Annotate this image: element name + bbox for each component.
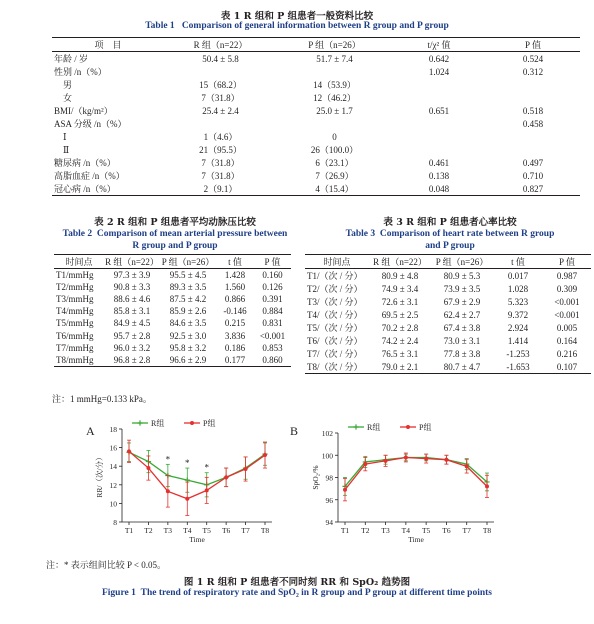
data-point-p	[363, 462, 367, 466]
table-cell	[277, 117, 392, 130]
table-cell: 89.3 ± 3.5	[169, 282, 207, 293]
data-point-p	[384, 459, 388, 463]
table3-header-cell: R 组（n=22）	[373, 257, 427, 267]
table-row	[54, 269, 291, 282]
table-cell: T6/（次 / 分）	[307, 336, 363, 346]
table-cell: Ⅱ	[54, 145, 70, 155]
x-tick-label: T3	[163, 526, 173, 535]
legend-marker	[406, 425, 410, 429]
table-cell: 冠心病 /n（%）	[54, 184, 116, 194]
table-cell: 0.177	[224, 354, 246, 365]
table-cell	[164, 65, 277, 78]
table-cell	[486, 130, 580, 143]
y-tick-label: 18	[109, 425, 117, 434]
panel-letter: B	[290, 424, 299, 438]
table-cell: 12（46.2）	[313, 93, 356, 103]
table-cell: T8/（次 / 分）	[307, 362, 363, 372]
table-cell: T5/mmHg	[56, 318, 94, 329]
table-row	[52, 52, 580, 66]
table-cell	[392, 91, 486, 104]
table-cell: 0.461	[428, 157, 450, 168]
table-cell: T2/mmHg	[56, 282, 94, 293]
table3-label: Table 3	[345, 229, 376, 239]
table-cell: 76.5 ± 3.1	[381, 348, 419, 359]
table-cell: T4/（次 / 分）	[307, 310, 363, 320]
table3-header-cell: 时间点	[323, 257, 351, 267]
table2-header-cell: t 值	[228, 257, 242, 267]
table-cell: 0.107	[556, 361, 578, 372]
data-point-p	[224, 475, 228, 479]
data-point-p	[146, 466, 150, 470]
x-tick-label: T1	[340, 526, 350, 535]
table-row	[305, 308, 591, 321]
table-cell: 1.024	[428, 66, 450, 77]
table-cell: 21（95.5）	[199, 145, 242, 155]
table1-caption-cn: 表 1 R 组和 P 组患者一般资料比较	[220, 11, 374, 22]
table-row	[54, 293, 291, 305]
table-row	[52, 91, 580, 104]
table-row	[52, 65, 580, 78]
table-cell: 92.5 ± 3.0	[169, 330, 207, 341]
table-cell	[486, 78, 580, 91]
table-cell: 5.323	[507, 296, 529, 307]
table-cell: <0.001	[554, 296, 580, 307]
table-cell: T7/mmHg	[56, 342, 94, 353]
table-cell: 3.836	[224, 330, 246, 341]
table-cell: 0.215	[224, 318, 246, 329]
data-point-p	[485, 484, 489, 488]
y-tick-label: 96	[325, 495, 333, 505]
table-cell: 95.8 ± 3.2	[169, 342, 207, 353]
table-cell: 73.0 ± 3.1	[443, 335, 481, 346]
table3-caption-cn: 表 3 R 组和 P 组患者心率比较	[383, 217, 517, 228]
table-cell: 2.924	[507, 322, 529, 333]
table1	[52, 37, 580, 196]
table-cell: T4/mmHg	[56, 306, 94, 317]
table-cell: 4（15.4）	[315, 184, 354, 194]
table-cell: 87.5 ± 4.2	[169, 294, 207, 305]
table-cell: T3/（次 / 分）	[307, 297, 363, 307]
table-row	[52, 104, 580, 117]
data-point-p	[127, 449, 131, 453]
table-row	[305, 334, 591, 347]
table-cell	[392, 143, 486, 156]
x-tick-label: T6	[442, 526, 451, 535]
table-row	[305, 347, 591, 360]
y-axis-label: SpO₂/%	[311, 465, 320, 490]
table-cell: 25.4 ± 2.4	[202, 105, 239, 116]
table-cell: 67.9 ± 2.9	[443, 296, 481, 307]
table-cell: T3/mmHg	[56, 294, 94, 305]
figure1-label: Figure 1	[101, 588, 136, 598]
table-cell: 性别 /n（%）	[54, 67, 107, 77]
x-tick-label: T5	[421, 526, 431, 535]
table-cell: 0.518	[522, 105, 544, 116]
table-cell: 80.9 ± 5.3	[443, 270, 481, 281]
table-cell: 0	[332, 131, 337, 142]
table-cell: 男	[54, 80, 73, 90]
y-tick-label: 10	[109, 499, 117, 509]
table-row	[305, 269, 591, 283]
table-cell: 7（26.9）	[315, 171, 354, 181]
table-cell: 85.8 ± 3.1	[113, 306, 151, 317]
table-cell: Ⅰ	[54, 132, 67, 142]
table-cell: 0.524	[522, 53, 544, 64]
table-cell: -1.253	[506, 348, 530, 359]
table-note: 注：1 mmHg=0.133 kPa。	[52, 394, 152, 404]
table-cell: 26（100.0）	[310, 145, 359, 155]
table-cell: T2/（次 / 分）	[307, 284, 363, 294]
y-tick-label: 98	[325, 473, 333, 483]
data-point-p	[424, 457, 428, 461]
significance-star: *	[165, 454, 171, 465]
table-cell: 84.9 ± 4.5	[113, 318, 151, 329]
table-cell: -0.146	[223, 306, 247, 317]
table-cell: 79.0 ± 2.1	[381, 361, 419, 372]
data-point-p	[185, 497, 189, 501]
significance-star: *	[204, 462, 209, 473]
table1-header-row	[52, 38, 580, 52]
table-cell: <0.001	[554, 309, 580, 320]
table-cell: 73.9 ± 3.5	[443, 283, 481, 294]
table-cell	[277, 65, 392, 78]
table1-header-cell: R 组（n=22）	[193, 40, 248, 50]
table3-caption-en	[305, 228, 594, 252]
x-tick-label: T4	[401, 526, 411, 535]
table-cell: 1.428	[224, 270, 246, 281]
data-point-p	[343, 488, 347, 492]
data-point-p	[263, 453, 267, 457]
table1-caption-en	[0, 21, 594, 31]
table-row	[305, 321, 591, 334]
table-cell: 1.560	[224, 282, 246, 293]
table-cell: T1/mmHg	[56, 270, 94, 281]
legend-label: R组	[367, 423, 381, 432]
table-cell: 0.860	[262, 354, 283, 365]
figure1-caption-en	[0, 588, 594, 598]
table-cell: -1.653	[506, 361, 530, 372]
table-cell: 69.5 ± 2.5	[381, 309, 419, 320]
table-cell: 96.6 ± 2.9	[169, 354, 207, 365]
table1-header-cell: P 组（n=26）	[308, 40, 361, 50]
x-tick-label: T5	[202, 526, 211, 535]
table-cell: 0.126	[262, 282, 283, 293]
table1-label: Table 1	[145, 21, 175, 31]
table-cell: 糖尿病 /n（%）	[54, 158, 116, 168]
table-cell: 0.160	[262, 270, 283, 281]
table2	[54, 254, 291, 367]
table-cell: 7（31.8）	[201, 158, 240, 168]
table1-header-cell: P 值	[525, 40, 541, 50]
panel-letter: A	[86, 424, 95, 438]
table2-header-row	[54, 255, 291, 269]
table-cell: 0.138	[428, 170, 450, 181]
table-cell: 6（23.1）	[315, 158, 354, 168]
table-row	[305, 282, 591, 295]
table-cell: 0.831	[262, 318, 283, 329]
figure1-caption-cn: 图 1 R 组和 P 组患者不同时刻 RR 和 SpO₂ 趋势图	[183, 577, 411, 588]
table-cell: T7/（次 / 分）	[307, 349, 363, 359]
legend-label: P组	[203, 419, 216, 428]
table1-header-cell: t/χ² 值	[427, 40, 451, 50]
table-cell	[164, 117, 277, 130]
table-row	[54, 329, 291, 341]
table-row	[54, 317, 291, 329]
table-cell: 62.4 ± 2.7	[443, 309, 481, 320]
table-cell: 96.8 ± 2.8	[113, 354, 151, 365]
x-tick-label: T3	[381, 526, 390, 535]
table-row	[52, 117, 580, 130]
table-row	[54, 281, 291, 293]
figure1-caption-en-text: The trend of respiratory rate and SpO₂ in R group and P group at different time points	[140, 588, 492, 598]
x-tick-label: T1	[124, 526, 134, 535]
data-point-p	[465, 464, 469, 468]
table-cell	[392, 78, 486, 91]
table-cell: 0.309	[556, 283, 578, 294]
y-axis-label: RR/（次/分）	[95, 453, 104, 498]
table-cell: 0.005	[556, 322, 578, 333]
table2-header-cell: R 组（n=22）	[105, 257, 159, 267]
table-row	[54, 342, 291, 354]
table-cell: 15（68.2）	[199, 80, 242, 90]
table-cell: 67.4 ± 3.8	[443, 322, 481, 333]
data-point-p	[205, 488, 209, 492]
table3-header-cell: P 组（n=26）	[435, 257, 489, 267]
y-tick-label: 94	[325, 518, 333, 527]
table-cell: 0.186	[224, 342, 246, 353]
y-tick-label: 102	[321, 429, 333, 438]
x-tick-label: T8	[482, 526, 492, 535]
table3-caption-en-line2: and P group	[425, 241, 475, 251]
table1-header-cell: 项 目	[94, 40, 122, 50]
table-cell: <0.001	[259, 330, 286, 341]
table-cell: 74.9 ± 3.4	[381, 283, 419, 294]
table1-caption-en-text: Comparison of general information between R group and P group	[181, 21, 449, 31]
table-cell: 女	[54, 93, 73, 103]
y-tick-label: 8	[113, 518, 117, 527]
data-point-p	[444, 458, 448, 462]
table-cell: 0.312	[522, 66, 544, 77]
table-row	[52, 130, 580, 143]
table-cell: 1.028	[507, 283, 529, 294]
x-tick-label: T7	[241, 526, 250, 535]
table-cell: 0.651	[428, 105, 450, 116]
table-cell: 95.5 ± 4.5	[169, 270, 207, 281]
x-tick-label: T8	[260, 526, 270, 535]
table-row	[52, 182, 580, 196]
x-axis-label: Time	[408, 535, 424, 544]
table-row	[54, 305, 291, 317]
table-row	[305, 295, 591, 308]
table-cell: 0.642	[428, 53, 450, 64]
table-cell: 90.8 ± 3.3	[113, 282, 151, 293]
table-cell: 51.7 ± 7.4	[316, 53, 353, 64]
table-cell: 0.458	[522, 118, 544, 129]
table-cell: T5/（次 / 分）	[307, 323, 363, 333]
x-tick-label: T7	[462, 526, 471, 535]
table-cell: 25.0 ± 1.7	[316, 105, 353, 116]
table2-label: Table 2	[62, 229, 93, 239]
table2-header-cell: P 值	[264, 257, 281, 267]
x-tick-label: T4	[183, 526, 192, 535]
table-cell: 96.0 ± 3.2	[113, 342, 151, 353]
table-cell: T6/mmHg	[56, 330, 94, 341]
table-cell: 2（9.1）	[203, 184, 238, 194]
table-cell: 0.827	[522, 183, 544, 194]
table-cell: 97.3 ± 3.9	[113, 270, 151, 281]
table2-caption-en-line1: Comparison of mean arterial pressure between	[96, 229, 288, 239]
table-cell: 0.017	[507, 270, 529, 281]
table2-caption-en-line2: R group and P group	[132, 241, 218, 251]
x-tick-label: T2	[144, 526, 153, 535]
table-cell: 0.987	[556, 270, 578, 281]
table-cell	[392, 130, 486, 143]
table-row	[52, 143, 580, 156]
legend-marker	[353, 424, 358, 429]
table3-header-cell: t 值	[511, 257, 525, 267]
y-tick-label: 16	[109, 443, 117, 453]
table-cell: T1/（次 / 分）	[307, 271, 363, 281]
table2-caption-cn: 表 2 R 组和 P 组患者平均动脉压比较	[94, 217, 256, 228]
table-row	[305, 360, 591, 374]
data-point-p	[244, 467, 248, 471]
table-cell: 84.6 ± 3.5	[169, 318, 207, 329]
table-row	[54, 354, 291, 367]
table3	[305, 254, 591, 374]
table3-header-row	[305, 255, 591, 269]
table-cell: 7（31.8）	[201, 171, 240, 181]
legend-marker	[190, 421, 194, 425]
x-tick-label: T6	[221, 526, 231, 535]
table3-header-cell: P 值	[559, 257, 575, 267]
legend-label: R组	[151, 419, 165, 428]
table-cell: 0.497	[522, 157, 544, 168]
table-cell: 0.391	[262, 294, 283, 305]
table-cell	[486, 91, 580, 104]
legend-label: P组	[419, 423, 432, 432]
table-cell: 7（31.8）	[201, 93, 240, 103]
table-cell: 14（53.9）	[313, 80, 356, 90]
x-axis-label: Time	[189, 535, 205, 544]
table-cell: ASA 分级 /n（%）	[54, 119, 127, 129]
table-row	[52, 78, 580, 91]
table-cell: 88.6 ± 4.6	[113, 294, 151, 305]
table-cell: 77.8 ± 3.8	[443, 348, 481, 359]
table-cell: 74.2 ± 2.4	[381, 335, 419, 346]
table-cell: 80.7 ± 4.7	[443, 361, 481, 372]
table2-header-cell: P 组（n=26）	[161, 257, 215, 267]
y-tick-label: 12	[109, 480, 117, 490]
table-cell: 0.853	[262, 342, 283, 353]
table-cell: 0.884	[262, 306, 283, 317]
table3-caption-en-line1: Comparison of heart rate between R group	[379, 229, 555, 239]
table-cell: T8/mmHg	[56, 354, 94, 365]
table2-header-cell: 时间点	[65, 257, 93, 267]
table-cell: 70.2 ± 2.8	[381, 322, 419, 333]
table-cell: BMI/（kg/m²）	[54, 106, 113, 116]
table-cell: 85.9 ± 2.6	[169, 306, 207, 317]
table-cell: 95.7 ± 2.8	[113, 330, 151, 341]
table-cell: 0.866	[224, 294, 246, 305]
table-cell: 0.710	[522, 170, 544, 181]
table-cell: 1.414	[507, 335, 529, 346]
table-cell: 1（4.6）	[203, 132, 238, 142]
data-point-p	[404, 455, 408, 459]
table-cell: 0.164	[556, 335, 578, 346]
x-tick-label: T2	[361, 526, 370, 535]
y-tick-label: 14	[109, 462, 117, 472]
table-cell	[486, 143, 580, 156]
table-row	[52, 169, 580, 182]
significance-star: *	[185, 458, 190, 469]
figure1	[0, 415, 594, 555]
table-cell: 72.6 ± 3.1	[381, 296, 419, 307]
table-cell: 50.4 ± 5.8	[202, 53, 239, 64]
table-cell: 年龄 / 岁	[54, 54, 89, 64]
table-cell: 9.372	[507, 309, 529, 320]
legend-marker	[137, 420, 142, 425]
figure-note: 注：* 表示组间比较 P < 0.05。	[46, 560, 166, 570]
table2-caption-en	[30, 228, 320, 252]
y-tick-label: 100	[321, 451, 333, 461]
data-point-p	[166, 489, 170, 493]
table-cell: 0.048	[428, 183, 450, 194]
table-cell: 高脂血症 /n（%）	[54, 171, 125, 181]
table-cell: 0.216	[556, 348, 578, 359]
table-cell	[392, 117, 486, 130]
series-line-p	[129, 451, 265, 498]
table-cell: 80.9 ± 4.8	[381, 270, 419, 281]
table-row	[52, 156, 580, 169]
